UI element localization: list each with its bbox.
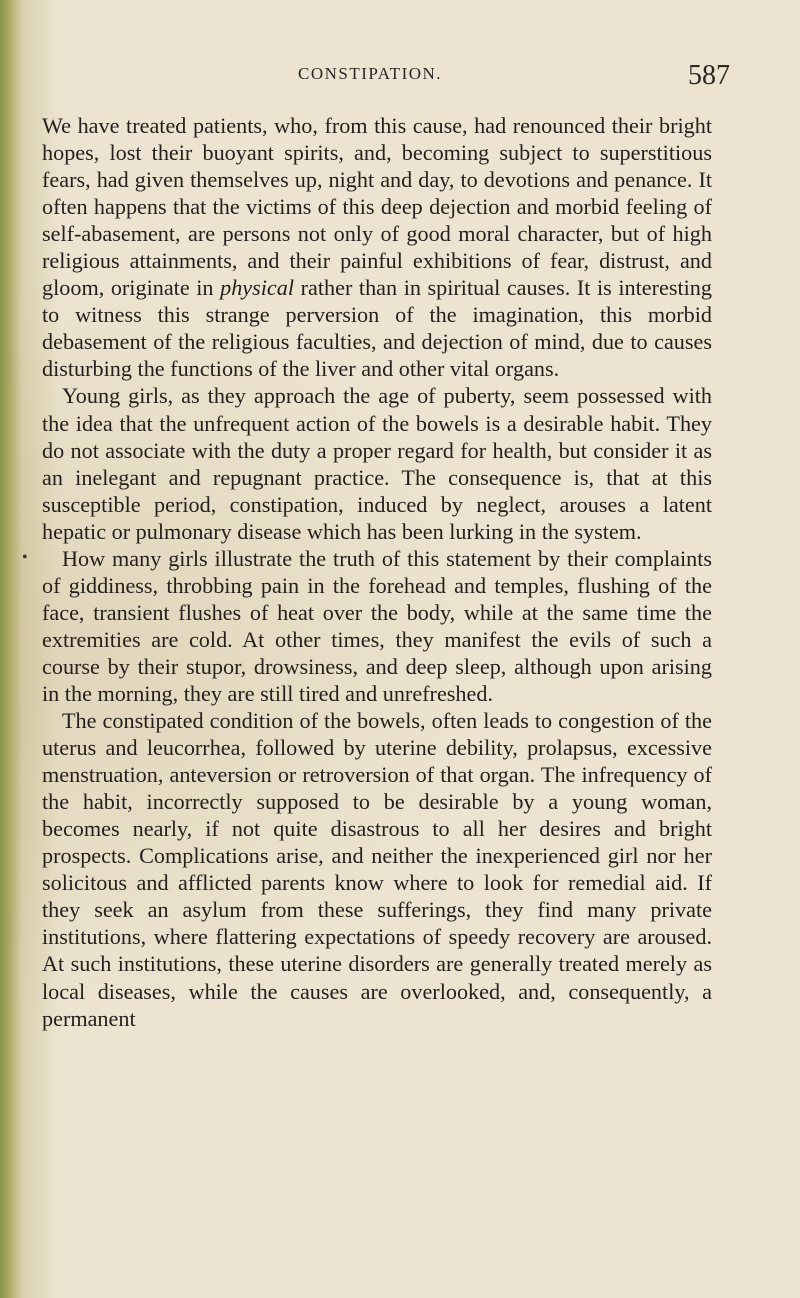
body-text bbox=[42, 112, 712, 1032]
paragraph-1-emphasis: physical bbox=[220, 275, 295, 301]
page-number: 587 bbox=[688, 60, 730, 91]
margin-mark: • bbox=[22, 549, 28, 566]
paragraph-4: The constipated condition of the bowels, often leads to congestion of the uterus and leucorrhea, followed by uterine debility, prolapsus, excessive menstruation, anteversion or retroversion of that organ. The infrequency of the habit, incorrectly supposed to be desirable by a young woman, becomes nearly, if not quite disastrous to all her desires and bright prospects. Complications arise, and neither the inexperienced girl nor her solicitous and afflicted parents know where to look for remedial aid. If they seek an asylum from these sufferings, they find many private institutions, where flattering expectations of speedy recovery are aroused. At such institutions, these uterine disorders are generally treated merely as local diseases, while the causes are overlooked, and, consequently, a permanent bbox=[42, 708, 712, 1031]
paragraph-1-text-before: We have treated patients, who, from this cause, had renounced their bright hopes, lost their buoyant spirits, and, becoming subject to superstitious fears, had given themselves up, night and day, to devotions and penance. It often happens that the victims of this deep dejection and morbid feeling of self-abasement, are persons not only of good moral character, but of high religious attainments, and their painful exhibitions of fear, distrust, and gloom, originate in bbox=[42, 113, 712, 301]
page-edge-shadow bbox=[0, 0, 22, 1298]
running-head: CONSTIPATION. bbox=[298, 64, 443, 83]
paragraph-3: How many girls illustrate the truth of this statement by their complaints of giddiness, throbbing pain in the forehead and temples, flushing of the face, transient flushes of heat over the body, while at the same time the extremities are cold. At other times, they manifest the evils of such a course by their stupor, drowsiness, and deep sleep, although upon arising in the morning, they are still tired and unrefreshed. bbox=[42, 545, 712, 706]
paragraph-1-text-after: rather than in spiritual causes. It is interesting to witness this strange perversion of the imagination, this morbid debasement of the religious faculties, and dejection of mind, due to causes disturbing the functions of the liver and other vital organs. bbox=[42, 275, 712, 382]
paragraph-2: Young girls, as they approach the age of puberty, seem possessed with the idea that the unfrequent action of the bowels is a desirable habit. They do not associate with the duty a proper regard for health, but consider it as an inelegant and repugnant practice. The consequence is, that at this susceptible period, constipation, induced by neglect, arouses a latent hepatic or pulmonary disease which has been lurking in the system. bbox=[42, 383, 712, 544]
page-header bbox=[40, 60, 730, 100]
paragraph-1 bbox=[42, 112, 712, 382]
